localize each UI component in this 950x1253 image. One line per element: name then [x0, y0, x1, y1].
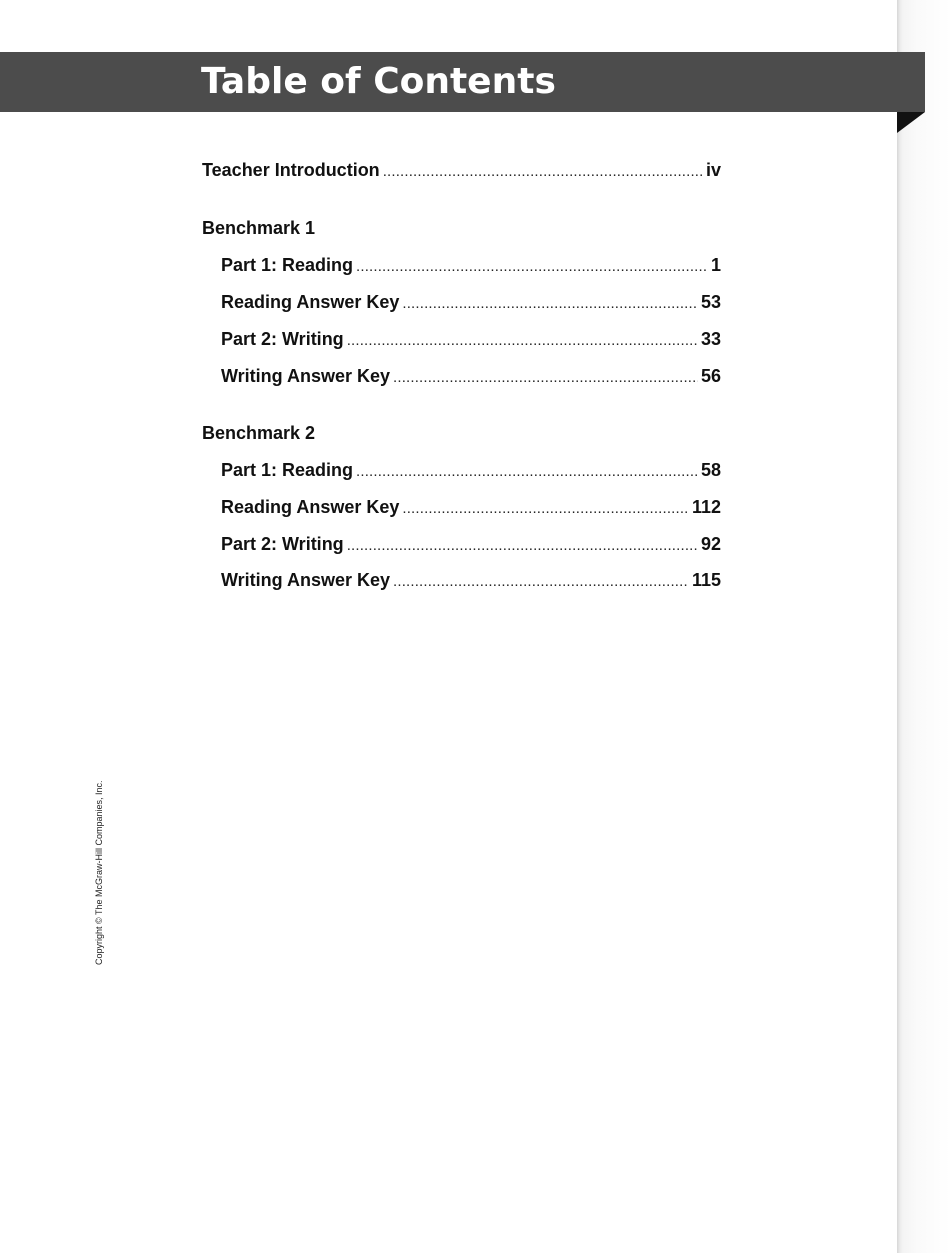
toc-entry-page: 33 — [700, 329, 721, 349]
toc-entry-label: Writing Answer Key — [221, 570, 391, 590]
toc-entry-label: Part 1: Reading — [221, 460, 354, 480]
dot-leader — [347, 329, 698, 353]
dot-leader — [347, 534, 698, 558]
toc-entry-b1-part1-reading[interactable] — [221, 253, 721, 277]
dot-leader — [402, 292, 698, 316]
toc-entry-page: 115 — [691, 570, 721, 590]
toc-entry-page: 92 — [700, 534, 721, 554]
toc-entry-b2-writing-answer-key[interactable] — [221, 568, 721, 592]
toc-entry-label: Teacher Introduction — [202, 160, 380, 180]
dot-leader — [356, 255, 708, 279]
toc-entry-page: 112 — [691, 497, 721, 517]
toc-entry-b1-writing-answer-key[interactable] — [221, 364, 721, 388]
toc-entry-b2-part1-reading[interactable] — [221, 458, 721, 482]
toc-entry-label: Part 2: Writing — [221, 534, 344, 554]
section-heading-benchmark-1: Benchmark 1 — [202, 218, 316, 238]
toc-entry-page: 56 — [700, 366, 721, 386]
corner-tab-triangle — [897, 112, 925, 133]
toc-entry-b2-reading-answer-key[interactable] — [221, 495, 721, 519]
toc-entry-label: Reading Answer Key — [221, 292, 400, 312]
dot-leader — [393, 570, 689, 594]
toc-entry-label: Part 2: Writing — [221, 329, 344, 349]
section-heading-benchmark-2: Benchmark 2 — [202, 423, 316, 443]
toc-entry-teacher-introduction[interactable] — [202, 158, 721, 182]
toc-entry-page: 1 — [710, 255, 721, 275]
dot-leader — [402, 497, 689, 521]
copyright-notice: Copyright © The McGraw-Hill Companies, Inc. — [94, 780, 104, 965]
page-edge-shadow — [897, 0, 950, 1253]
toc-entry-page: 58 — [700, 460, 721, 480]
toc-entry-label: Writing Answer Key — [221, 366, 391, 386]
toc-entry-label: Part 1: Reading — [221, 255, 354, 275]
toc-entry-page: iv — [705, 160, 721, 180]
toc-entry-b1-part2-writing[interactable] — [221, 327, 721, 351]
page-title: Table of Contents — [201, 61, 556, 102]
toc-entry-label: Reading Answer Key — [221, 497, 400, 517]
toc-entry-b2-part2-writing[interactable] — [221, 532, 721, 556]
toc-entry-page: 53 — [700, 292, 721, 312]
dot-leader — [393, 366, 698, 390]
dot-leader — [383, 160, 703, 184]
dot-leader — [356, 460, 698, 484]
toc-entry-b1-reading-answer-key[interactable] — [221, 290, 721, 314]
